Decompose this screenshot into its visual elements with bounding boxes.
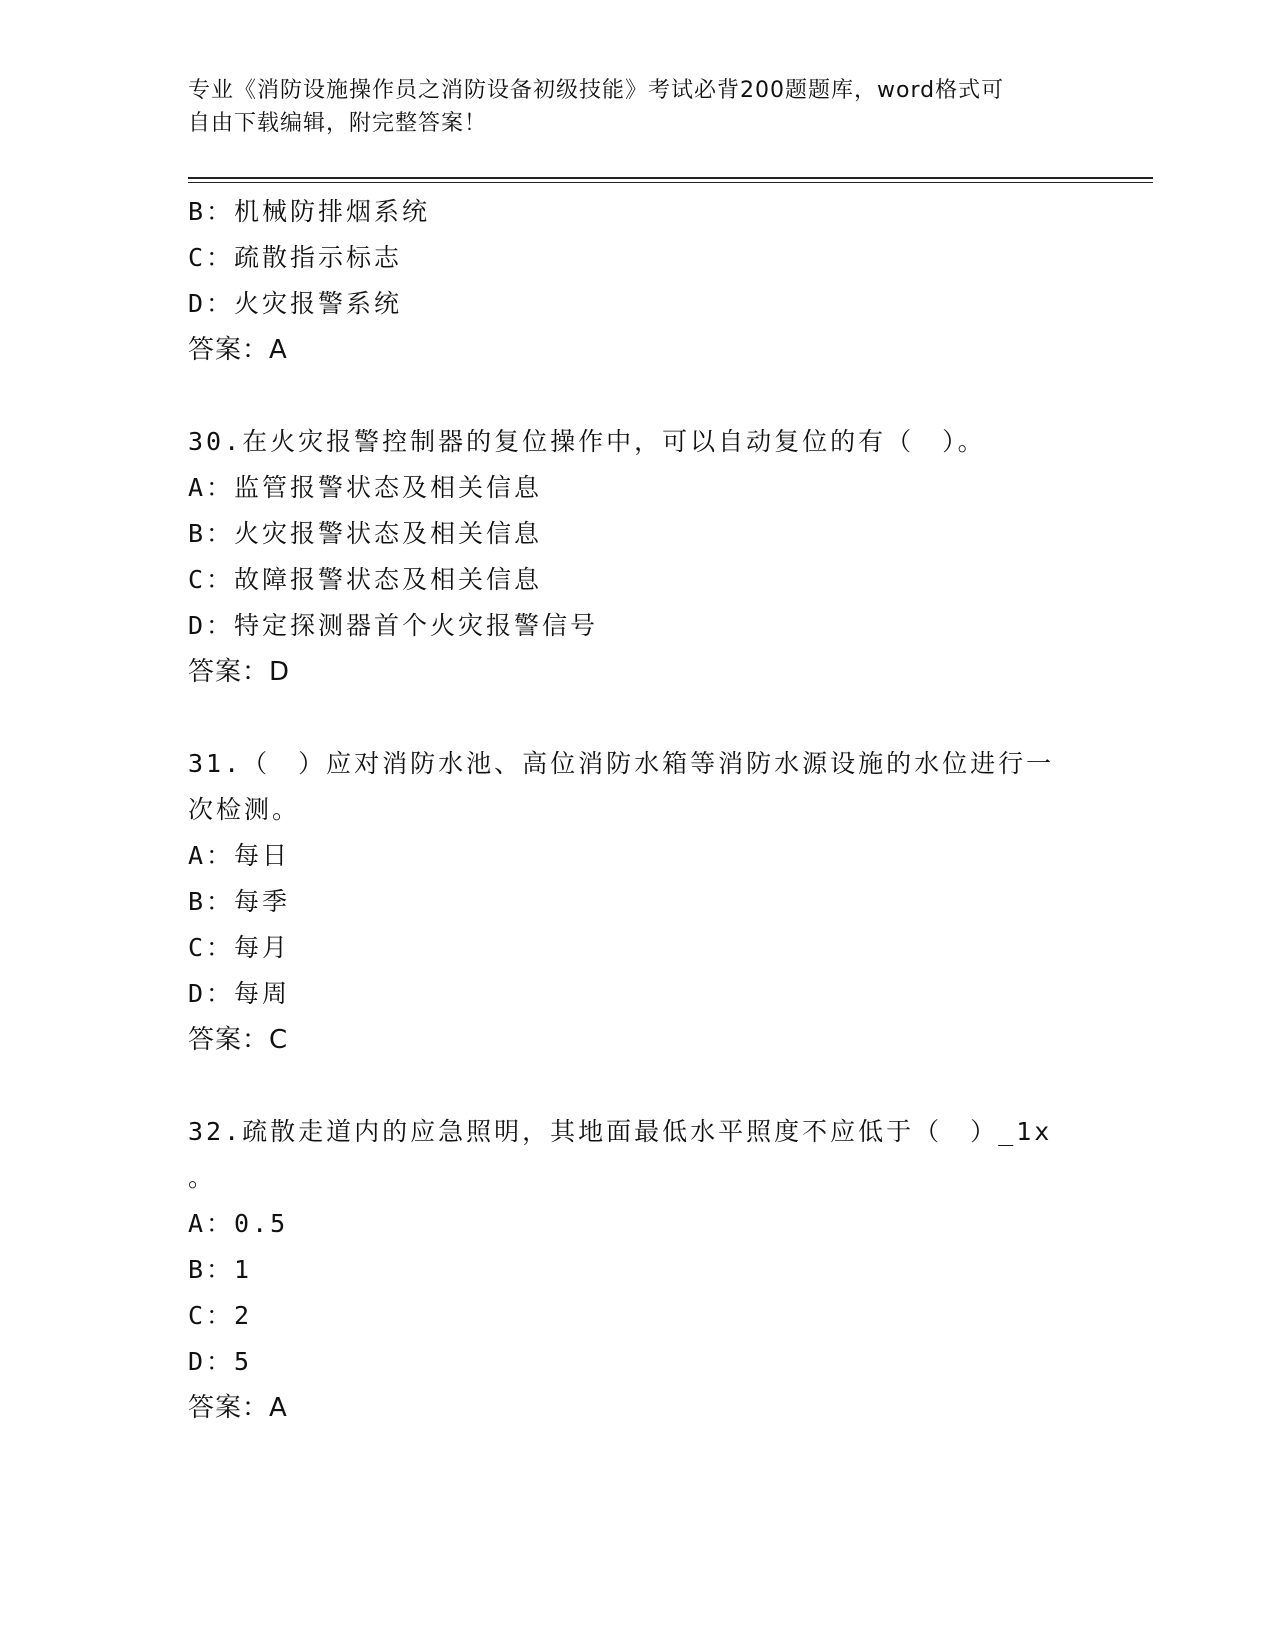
option-c: C：疏散指示标志 xyxy=(188,243,403,272)
option-d: D：每周 xyxy=(188,979,291,1008)
answer-line: 答案：A xyxy=(188,335,288,365)
answer-line: 答案：D xyxy=(188,657,291,687)
header-line-1: 专业《消防设施操作员之消防设备初级技能》考试必背200题题库，word格式可 xyxy=(188,78,1005,103)
question-32 xyxy=(188,1109,1088,1431)
answer-line: 答案：A xyxy=(188,1393,288,1423)
answer-line: 答案：C xyxy=(188,1025,289,1055)
option-c: C：2 xyxy=(188,1301,253,1330)
header-line-2: 自由下载编辑，附完整答案！ xyxy=(188,111,488,136)
option-b: B：1 xyxy=(188,1255,253,1284)
question-content xyxy=(188,189,1088,1431)
page-header xyxy=(188,74,1068,140)
question-31 xyxy=(188,741,1088,1063)
continued-question xyxy=(188,189,1088,373)
question-stem: 30.在火灾报警控制器的复位操作中，可以自动复位的有（ ）。 xyxy=(188,427,986,456)
option-c: C：故障报警状态及相关信息 xyxy=(188,565,543,594)
option-b: B：每季 xyxy=(188,887,291,916)
question-stem-line-2: 次检测。 xyxy=(188,795,301,824)
option-c: C：每月 xyxy=(188,933,291,962)
option-a: A：0.5 xyxy=(188,1209,289,1238)
header-divider-thin xyxy=(188,182,1153,183)
option-a: A：监管报警状态及相关信息 xyxy=(188,473,543,502)
question-stem-line-2: 。 xyxy=(188,1163,217,1192)
question-30 xyxy=(188,419,1088,695)
option-d: D：5 xyxy=(188,1347,253,1376)
option-b: B：火灾报警状态及相关信息 xyxy=(188,519,543,548)
header-divider-thick xyxy=(188,177,1153,179)
option-d: D：火灾报警系统 xyxy=(188,289,403,318)
option-b: B：机械防排烟系统 xyxy=(188,197,431,226)
question-stem-line-1: 32.疏散走道内的应急照明，其地面最低水平照度不应低于（ ）_1x xyxy=(188,1117,1053,1146)
question-stem-line-1: 31.（ ）应对消防水池、高位消防水箱等消防水源设施的水位进行一 xyxy=(188,749,1055,778)
option-d: D：特定探测器首个火灾报警信号 xyxy=(188,611,599,640)
option-a: A：每日 xyxy=(188,841,291,870)
